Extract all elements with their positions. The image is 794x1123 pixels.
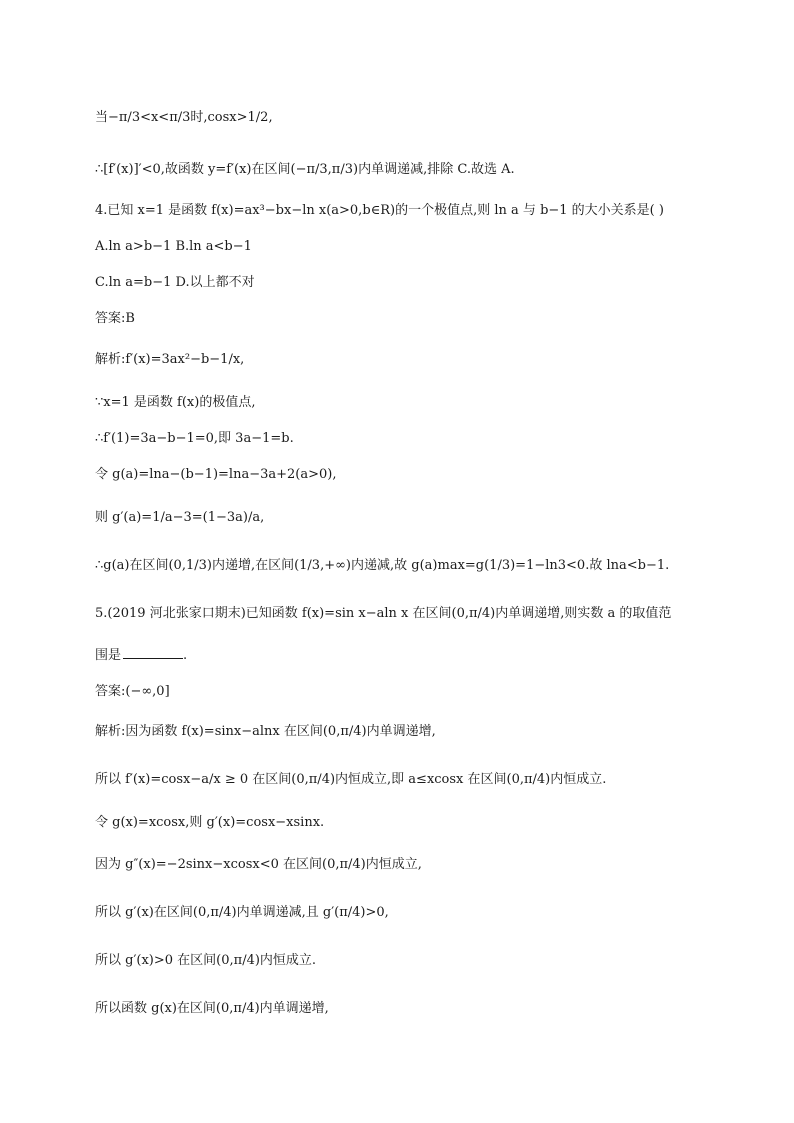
text-line — [95, 508, 264, 528]
text-line — [95, 951, 316, 971]
text-line — [95, 393, 255, 413]
line-text: 围是 — [95, 648, 122, 663]
line-text: 答案:B — [95, 311, 135, 326]
text-line — [95, 429, 294, 449]
line-text: 5.(2019 河北张家口期末)已知函数 f(x)=sin x−aln x 在区间(0,π/4)内单调递增,则实数 a 的取值范 — [95, 606, 672, 621]
line-suffix: . — [183, 648, 188, 663]
line-text: 解析:因为函数 f(x)=sinx−alnx 在区间(0,π/4)内单调递增, — [95, 724, 436, 739]
line-text: 解析:f′(x)=3ax²−b−1/x, — [95, 352, 245, 367]
line-text: ∴f′(1)=3a−b−1=0,即 3a−1=b. — [95, 431, 294, 446]
line-text: 所以 g′(x)>0 在区间(0,π/4)内恒成立. — [95, 953, 317, 968]
line-text: 所以 g′(x)在区间(0,π/4)内单调递减,且 g′(π/4)>0, — [95, 905, 389, 920]
line-text: ∵x=1 是函数 f(x)的极值点, — [95, 395, 256, 410]
line-text: 令 g(x)=xcosx,则 g′(x)=cosx−xsinx. — [95, 815, 325, 830]
text-line — [95, 160, 515, 180]
text-line — [95, 273, 255, 293]
answer-blank — [123, 646, 183, 659]
line-text: ∴[f′(x)]′<0,故函数 y=f′(x)在区间(−π/3,π/3)内单调递减,排除 C.故选 A. — [95, 162, 515, 177]
text-line — [95, 999, 329, 1019]
text-line — [95, 770, 606, 790]
text-line — [95, 813, 324, 833]
line-text: 4.已知 x=1 是函数 f(x)=ax³−bx−ln x(a>0,b∈R)的一个极值点,则 ln a 与 b−1 的大小关系是( ) — [95, 203, 664, 218]
text-line — [95, 903, 389, 923]
text-line — [95, 604, 671, 624]
line-text: C.ln a=b−1 D.以上都不对 — [95, 275, 255, 290]
text-line — [95, 556, 669, 576]
line-text: 因为 g″(x)=−2sinx−xcosx<0 在区间(0,π/4)内恒成立, — [95, 857, 422, 872]
line-text: 所以 f′(x)=cosx−a/x ≥ 0 在区间(0,π/4)内恒成立,即 a≤xcosx 在区间(0,π/4)内恒成立. — [95, 772, 607, 787]
line-text: 令 g(a)=lna−(b−1)=lna−3a+2(a>0), — [95, 467, 337, 482]
line-text: 所以函数 g(x)在区间(0,π/4)内单调递增, — [95, 1001, 329, 1016]
text-line — [95, 646, 187, 666]
text-line — [95, 855, 422, 875]
line-text: 当−π/3<x<π/3时,cosx>1/2, — [95, 110, 273, 125]
line-text: 则 g′(a)=1/a−3=(1−3a)/a, — [95, 510, 265, 525]
line-text: A.ln a>b−1 B.ln a<b−1 — [95, 239, 252, 254]
text-line — [95, 309, 135, 329]
text-line — [95, 237, 252, 257]
text-line — [95, 682, 170, 702]
text-line — [95, 108, 273, 128]
text-line — [95, 201, 664, 221]
text-line — [95, 465, 336, 485]
text-line — [95, 350, 244, 370]
text-line — [95, 722, 436, 742]
line-text: 答案:(−∞,0] — [95, 684, 170, 699]
line-text: ∴g(a)在区间(0,1/3)内递增,在区间(1/3,+∞)内递减,故 g(a)max=g(1/3)=1−ln3<0.故 lna<b−1. — [95, 558, 670, 573]
